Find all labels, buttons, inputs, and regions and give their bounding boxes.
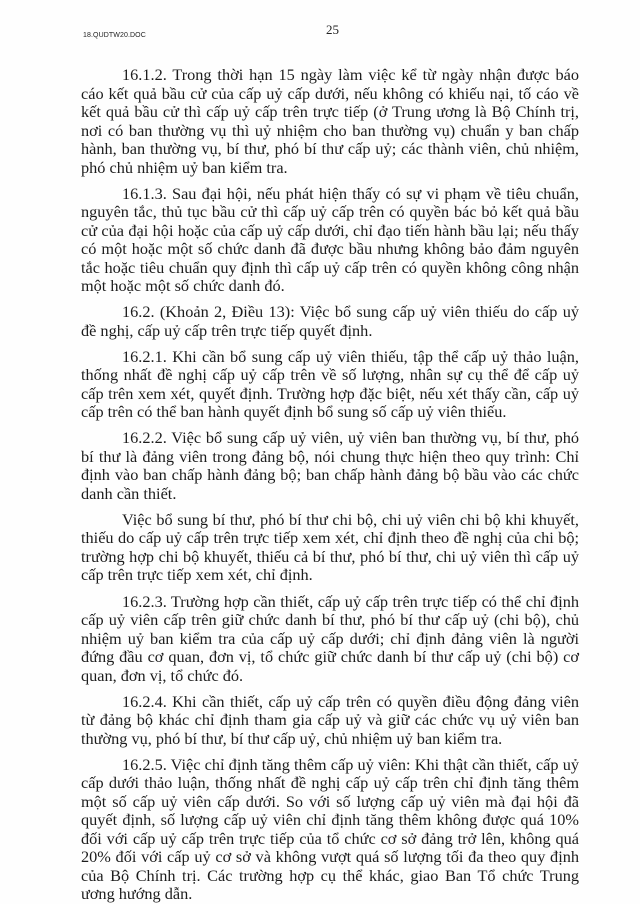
paragraph-16-2-4: 16.2.4. Khi cần thiết, cấp uỷ cấp trên có quyền điều động đảng viên từ đảng bộ khác chỉ định tham gia cấp uỷ và giữ các chức vụ uỷ viên ban thường vụ, phó bí thư, bí thư cấp uỷ, chủ nhiệm uỷ ban kiểm tra. — [81, 691, 579, 748]
paragraph-16-2-5: 16.2.5. Việc chỉ định tăng thêm cấp uỷ viên: Khi thật cần thiết, cấp uỷ cấp dưới thảo luận, thống nhất đề nghị cấp uỷ cấp trên chỉ định tăng thêm một số cấp uỷ viên cấp dưới. So với số lượng cấp uỷ viên mà đại hội đã quyết định, số lượng cấp uỷ viên chỉ định tăng thêm không được quá 10% đối với cấp uỷ cấp trên trực tiếp của tổ chức cơ sở đảng trở lên, không quá 20% đối với cấp uỷ cơ sở và không vượt quá số lượng tối đa theo quy định của Bộ Chính trị. Các trường hợp cụ thể khác, giao Ban Tổ chức Trung ương hướng dẫn. — [81, 754, 579, 904]
paragraph-16-2: 16.2. (Khoản 2, Điều 13): Việc bổ sung cấp uỷ viên thiếu do cấp uỷ đề nghị, cấp uỷ cấp trên trực tiếp quyết định. — [81, 302, 579, 340]
paragraph-16-2-2: 16.2.2. Việc bổ sung cấp uỷ viên, uỷ viên ban thường vụ, bí thư, phó bí thư là đảng viên trong đảng bộ, nói chung thực hiện theo quy trình: Chỉ định vào ban chấp hành đảng bộ; ban chấp hành đảng bộ bầu vào các chức danh cần thiết. — [81, 428, 579, 503]
paragraph-16-1-2: 16.1.2. Trong thời hạn 15 ngày làm việc kể từ ngày nhận được báo cáo kết quả bầu cử của cấp uỷ cấp dưới, nếu không có khiếu nại, tố cáo về kết quả bầu cử thì cấp uỷ cấp trên trực tiếp (ở Trung ương là Bộ Chính trị, nơi có ban thường vụ thì uỷ nhiệm cho ban thường vụ) chuẩn y ban chấp hành, ban thường vụ, bí thư, phó bí thư cấp uỷ; các thành viên, chủ nhiệm, phó chủ nhiệm uỷ ban kiểm tra. — [81, 65, 579, 177]
page-number: 25 — [326, 22, 339, 37]
paragraph-16-2-1: 16.2.1. Khi cần bổ sung cấp uỷ viên thiếu, tập thể cấp uỷ thảo luận, thống nhất đề nghị cấp uỷ cấp trên về số lượng, nhân sự cụ thể để cấp uỷ cấp trên xem xét, quyết định. Trường hợp đặc biệt, nếu xét thấy cần, cấp uỷ cấp trên có thể ban hành quyết định bổ sung số cấp uỷ viên thiếu. — [81, 346, 579, 422]
paragraph-16-2-2-cont: Việc bổ sung bí thư, phó bí thư chi bộ, chi uỷ viên chi bộ khi khuyết, thiếu do cấp uỷ cấp trên trực tiếp xem xét, chỉ định theo đề nghị của chi bộ; trường hợp chi bộ khuyết, thiếu cả bí thư, phó bí thư, chi uỷ viên thì cấp uỷ cấp trên trực tiếp xem xét, chỉ định. — [81, 509, 579, 585]
document-body — [81, 66, 579, 911]
paragraph-16-2-3: 16.2.3. Trường hợp cần thiết, cấp uỷ cấp trên trực tiếp có thể chỉ định cấp uỷ viên cấp trên giữ chức danh bí thư, phó bí thư cấp uỷ (chi bộ), chủ nhiệm uỷ ban kiểm tra của cấp uỷ cấp dưới; chỉ định đảng viên là người đứng đầu cơ quan, đơn vị, tổ chức giữ chức danh bí thư cấp uỷ (chi bộ) cơ quan, đơn vị, tổ chức đó. — [81, 591, 579, 685]
file-name-header: 18.QUDTW20.DOC — [83, 32, 146, 39]
paragraph-16-1-3: 16.1.3. Sau đại hội, nếu phát hiện thấy có sự vi phạm về tiêu chuẩn, nguyên tắc, thủ tục bầu cử thì cấp uỷ cấp trên có quyền bác bỏ kết quả bầu cử của đại hội hoặc của cấp uỷ cấp dưới, chỉ đạo tiến hành bầu lại; nếu thấy có một hoặc một số chức danh đã được bầu nhưng không bảo đảm nguyên tắc hoặc tiêu chuẩn quy định thì cấp uỷ cấp trên có quyền không công nhận một hoặc một số chức danh đó. — [81, 183, 579, 296]
